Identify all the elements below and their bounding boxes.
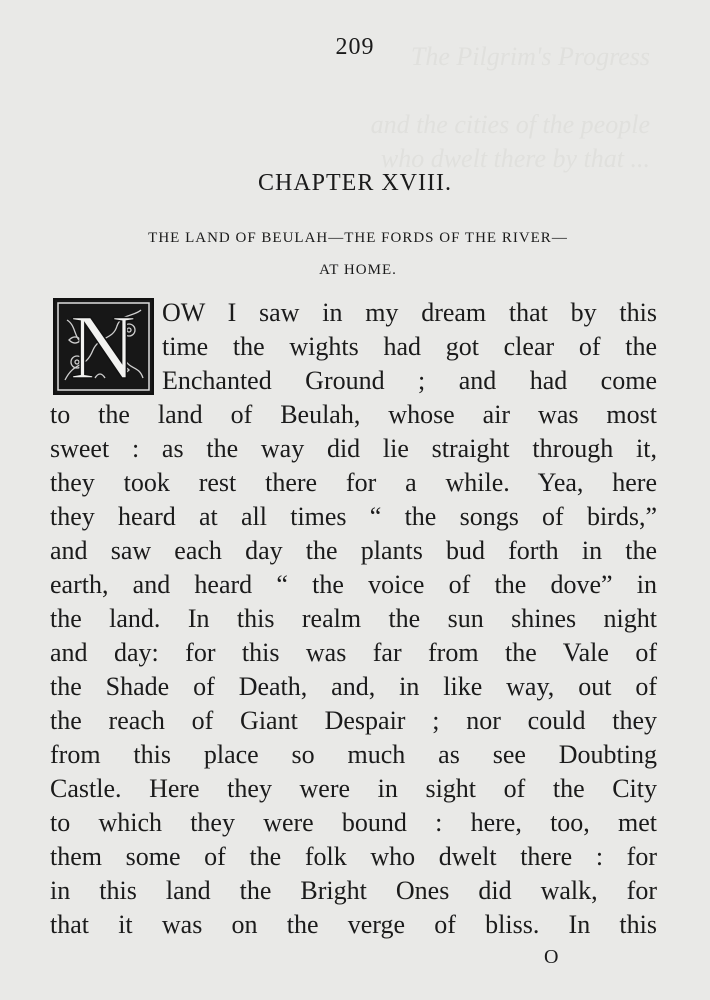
chapter-title: CHAPTER XVIII. (258, 170, 452, 196)
svg-text:N: N (69, 300, 137, 393)
text-line: and saw each day the plants bud forth in the (50, 536, 657, 565)
text-line: that it was on the verge of bliss. In this (50, 910, 657, 939)
text-line: to which they were bound : here, too, met (50, 808, 657, 837)
text-line: time the wights had got clear of the (162, 332, 657, 361)
chapter-subtitle (58, 222, 658, 286)
text-line: them some of the folk who dwelt there : for (50, 842, 657, 871)
subtitle-line-1: THE LAND OF BEULAH—THE FORDS OF THE RIVER— (148, 230, 568, 246)
signature-mark: O (544, 946, 559, 968)
text-line: from this place so much as see Doubting (50, 740, 657, 769)
show-through-text: The Pilgrim's Progress and the cities of the people who dwelt there by that ... (370, 42, 650, 173)
text-line: the Shade of Death, and, in like way, out of (50, 672, 657, 701)
drop-cap-ornament-icon (55, 300, 152, 393)
text-line: in this land the Bright Ones did walk, for (50, 876, 657, 905)
text-line: Enchanted Ground ; and had come (162, 366, 657, 395)
page-number: 209 (335, 34, 375, 60)
text-line: they took rest there for a while. Yea, here (50, 468, 657, 497)
text-line: OW I saw in my dream that by this (162, 298, 657, 327)
drop-cap (53, 298, 154, 395)
text-line: to the land of Beulah, whose air was most (50, 400, 657, 429)
text-line: Castle. Here they were in sight of the City (50, 774, 657, 803)
text-line: sweet : as the way did lie straight through it, (50, 434, 657, 463)
text-line: earth, and heard “ the voice of the dove” in (50, 570, 657, 599)
text-line: they heard at all times “ the songs of birds,” (50, 502, 657, 531)
text-line: the reach of Giant Despair ; nor could they (50, 706, 657, 735)
body-text (50, 296, 657, 942)
text-line: and day: for this was far from the Vale of (50, 638, 657, 667)
subtitle-line-2: AT HOME. (319, 262, 397, 278)
text-line: the land. In this realm the sun shines night (50, 604, 657, 633)
